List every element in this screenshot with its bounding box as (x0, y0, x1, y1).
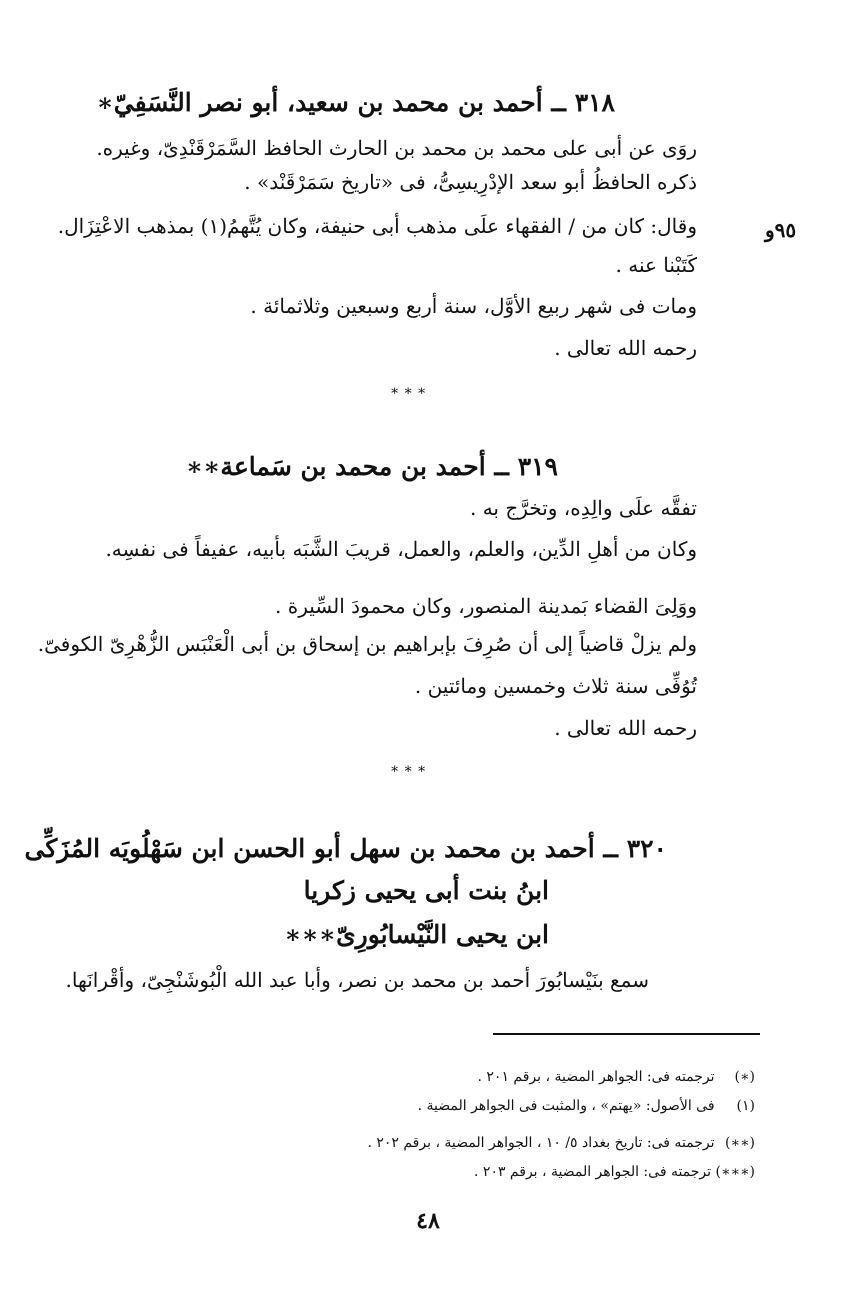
entry-318-line-4: كَتَبْنا عنه . (615, 253, 697, 277)
page-number: ٤٨ (416, 1208, 440, 1234)
footnote-3-mark: (∗∗) (725, 1135, 755, 1151)
footnote-1-text: ترجمته فى: الجواهر المضية ، برقم ٢٠١ . (477, 1069, 715, 1085)
entry-319-title: ٣١٩ ــ أحمد بن محمد بن سَماعة∗∗ (185, 452, 558, 481)
footnote-3-text: ترجمته فى: تاريخ بغداد ٥/ ١٠ ، الجواهر المضية ، برقم ٢٠٢ . (367, 1135, 715, 1151)
entry-319-line-6: رحمه الله تعالى . (554, 716, 697, 740)
footnote-4-text: ترجمته فى: الجواهر المضية ، برقم ٢٠٣ . (474, 1164, 712, 1180)
footnote-2 (418, 1097, 755, 1115)
footnote-1 (478, 1068, 756, 1086)
entry-319-line-5: تُوُفِّى سنة ثلاث وخمسين ومائتين . (414, 674, 697, 698)
footnote-2-mark: (١) (736, 1098, 755, 1114)
footnote-4-mark: (∗∗∗) (715, 1164, 755, 1180)
entry-318-line-6: رحمه الله تعالى . (554, 336, 697, 360)
entry-319-line-1: تفقَّه علَى والِدِه، وتخرَّج به . (469, 496, 697, 520)
entry-320-title-line-1: ٣٢٠ ــ أحمد بن محمد بن سهل أبو الحسن ابن سَهْلُويَه المُزَكِّى (24, 834, 667, 863)
entry-318-line-5: ومات فى شهر ربيع الأوَّل، سنة أربع وسبعين وثلاثمائة . (250, 294, 697, 318)
entry-319-line-2: وكان من أهلِ الدِّين، والعلم، والعمل، قريبَ الشَّبَه بأبيه، عفيفاً فى نفسِه. (105, 537, 697, 561)
footnote-4 (474, 1163, 755, 1181)
section-separator-2: ∗∗∗ (389, 761, 431, 777)
section-separator-1: ∗∗∗ (389, 383, 431, 399)
entry-320-line-1: سمع بنَيْسابُورَ أحمد بن محمد بن نصر، وأبا عبد الله الْبُوشَنْجِىّ، وأقْرانَها. (65, 968, 649, 992)
entry-319-line-3: ووَلِىَ القضاء بَمدينة المنصور، وكان محمودَ السِّيرة . (275, 594, 697, 618)
footnote-1-mark: (∗) (734, 1069, 755, 1085)
entry-318-title: ٣١٨ ــ أحمد بن محمد بن سعيد، أبو نصر النَّسَفِيّ∗ (96, 88, 615, 117)
entry-320-title-line-3: ابن يحيى النَّيْسابُورِىّ∗∗∗ (284, 920, 549, 949)
entry-318-line-2: ذكره الحافظُ أبو سعد الإدْرِيسِىُّ، فى «تاريخ سَمَرْقَنْد» . (244, 170, 697, 194)
entry-318-line-1: روَى عن أبى على محمد بن محمد بن الحارث الحافظ السَّمَرْقَنْدِىّ، وغيره. (96, 136, 697, 160)
footnote-3 (367, 1134, 755, 1152)
entry-319-line-4: ولم يزلْ قاضياً إلى أن صُرِفَ بإبراهيم بن إسحاق بن أبى الْعَنْبَس الزُّهْرِىّ الكوفىّ. (37, 632, 697, 656)
entry-318-line-3: وقال: كان من / الفقهاء علَى مذهب أبى حنيفة، وكان يُتَّهمُ(١) بمذهب الاعْتِزَال. (57, 214, 697, 238)
entry-320-title-line-2: ابنُ بنت أبى يحيى زكريا (303, 876, 549, 905)
manuscript-folio-note: ٩٥و (765, 218, 797, 242)
footnote-divider (493, 1033, 760, 1035)
footnote-2-text: فى الأصول: «يهتم» ، والمثبت فى الجواهر المضية . (417, 1098, 715, 1114)
